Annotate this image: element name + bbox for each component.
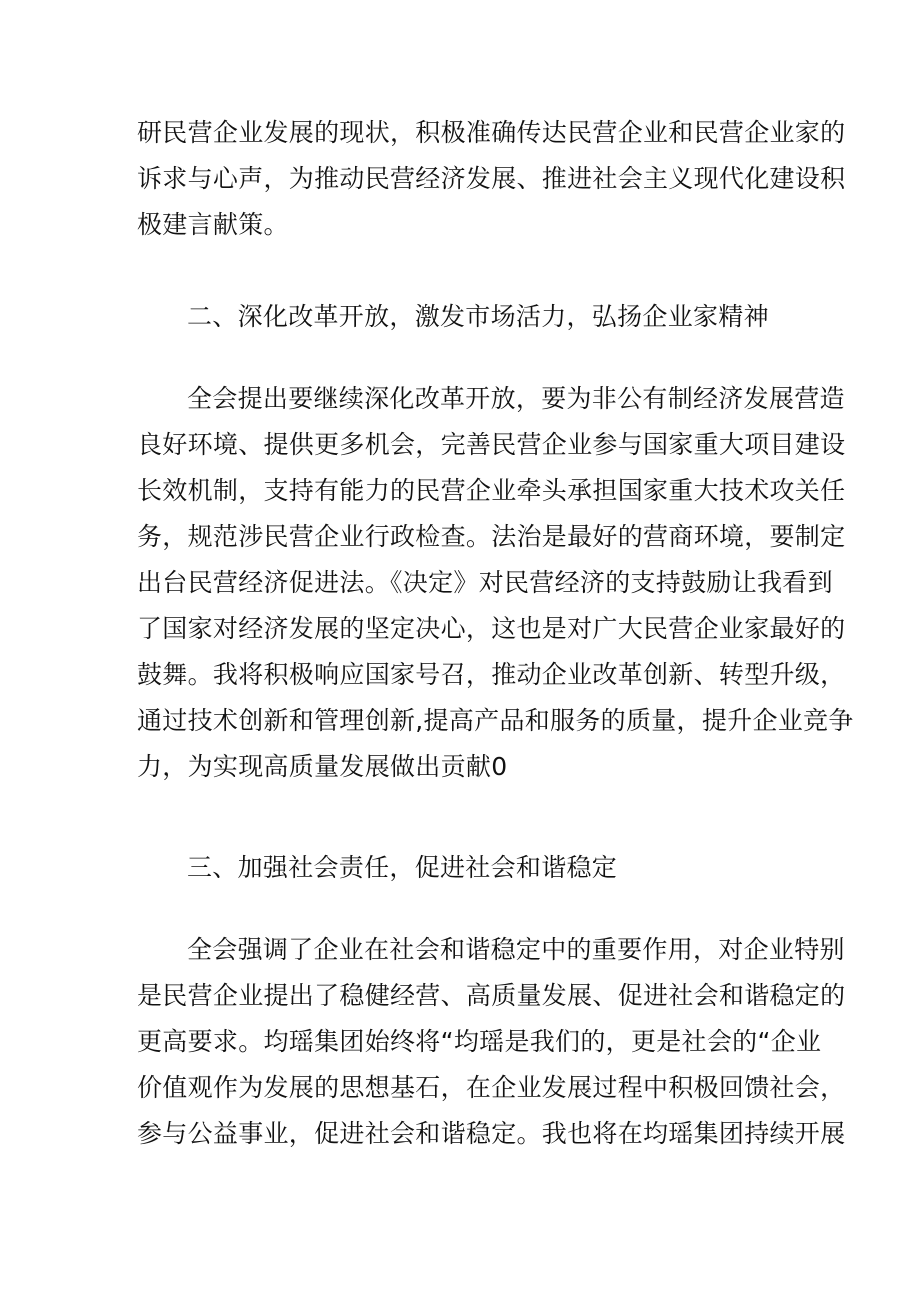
paragraph-line: 是民营企业提出了稳健经营、高质量发展、促进社会和谐稳定的 <box>137 981 846 1010</box>
paragraph-line: 价值观作为发展的思想基石，在企业发展过程中积极回馈社会， <box>137 1073 846 1102</box>
paragraph-line: 全会强调了企业在社会和谐稳定中的重要作用，对企业特别 <box>187 935 845 964</box>
paragraph-2 <box>137 376 854 790</box>
paragraph-line: 诉求与心声，为推动民营经济发展、推进社会主义现代化建设积 <box>137 164 846 193</box>
paragraph-line: 参与公益事业，促进社会和谐稳定。我也将在均瑶集团持续开展 <box>137 1119 846 1148</box>
heading-text: 二、深化改革开放，激发市场活力，弘扬企业家精神 <box>187 302 769 331</box>
paragraph-line: 通过技术创新和管理创新,提高产品和服务的质量，提升企业竞争 <box>137 706 854 735</box>
paragraph-line: 更高要求。均瑶集团始终将“均瑶是我们的，更是社会的“企业 <box>137 1027 822 1056</box>
paragraph-line: 良好环境、提供更多机会，完善民营企业参与国家重大项目建设 <box>137 430 846 459</box>
heading-text: 三、加强社会责任，促进社会和谐稳定 <box>187 853 618 882</box>
section-heading-3 <box>137 845 797 891</box>
paragraph-line: 极建言献策。 <box>137 210 289 239</box>
section-heading-2 <box>137 294 797 340</box>
paragraph-line: 了国家对经济发展的坚定决心，这也是对广大民营企业家最好的 <box>137 614 846 643</box>
paragraph-3 <box>137 927 846 1157</box>
paragraph-1 <box>137 110 846 248</box>
paragraph-line: 鼓舞。我将积极响应国家号召，推动企业改革创新、转型升级， <box>137 660 846 689</box>
paragraph-line: 长效机制，支持有能力的民营企业牵头承担国家重大技术攻关任 <box>137 476 846 505</box>
paragraph-line: 全会提出要继续深化改革开放，要为非公有制经济发展营造 <box>187 384 845 413</box>
paragraph-line: 研民营企业发展的现状，积极准确传达民营企业和民营企业家的 <box>137 118 846 147</box>
paragraph-line: 出台民营经济促进法。《决定》对民营经济的支持鼓励让我看到 <box>137 568 833 597</box>
paragraph-line: 务，规范涉民营企业行政检查。法治是最好的营商环境，要制定 <box>137 522 846 551</box>
paragraph-line: 力，为实现高质量发展做出贡献0 <box>137 752 508 781</box>
